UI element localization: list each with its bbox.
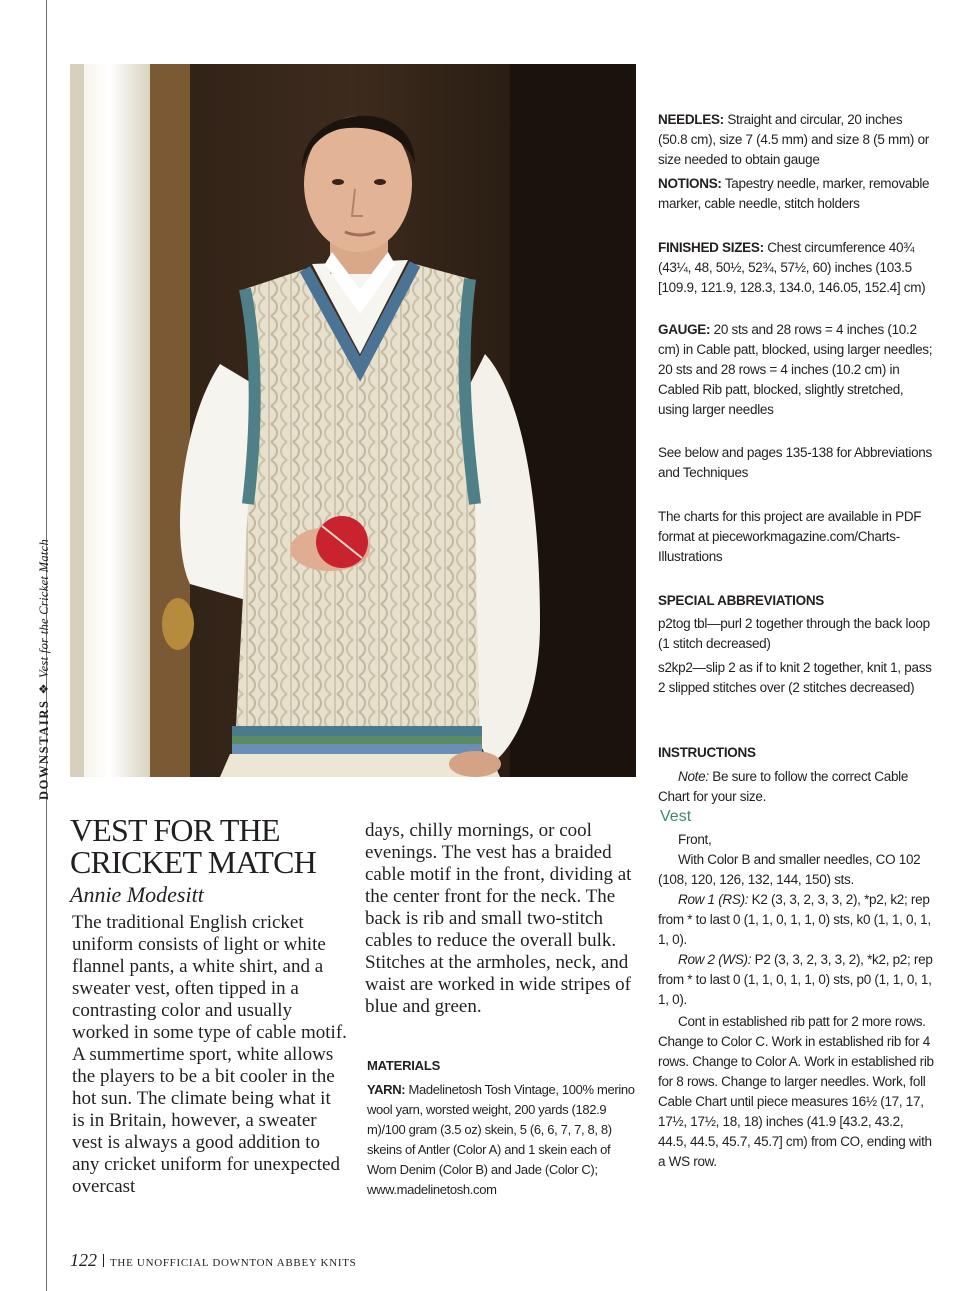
needles-text: Straight and circular, 20 inches (50.8 cm), size 7 (4.5 mm) and size 8 (5 mm) or size needed to obtain gauge (658, 112, 929, 167)
finished-sizes-text: Chest circumference 40¾ (43¼, 48, 50½, 52¾, 57½, 60) inches (103.5 [109.9, 121.9, 128.3, 134.0, 146.05, 152.4] cm) (658, 240, 926, 295)
running-head (36, 539, 52, 800)
charts-note: The charts for this project are available in PDF format at pieceworkmagazine.com/Charts-Illustrations (658, 509, 922, 564)
note-label: Note: (678, 769, 709, 784)
row-1-text: K2 (3, 3, 2, 3, 3, 2), *p2, k2; rep from * to last 0 (1, 1, 0, 1, 1, 0) sts, k0 (1, 1, 0, 1, 1, 0). (658, 892, 931, 947)
project-photo (70, 64, 636, 777)
row-2-label: Row 2 (WS): (678, 952, 752, 967)
article-intro: The traditional English cricket uniform consists of light or white flannel pants, a white shirt, and a sweater vest, often tipped in a contrasting color and usually worked in some type of cable motif. A summertime sport, white allows the players to be a bit cooler in the hot sun. The climate being what it is in Britain, however, a sweater vest is always a good addition to any cricket uniform for unexpected overcast (72, 912, 347, 1197)
notions-text: Tapestry needle, marker, removable marker, cable needle, stitch holders (658, 176, 930, 211)
needles-spec (658, 110, 934, 170)
running-head-project: Vest for the Cricket Match (37, 538, 51, 678)
photo-illustration-icon (70, 64, 636, 777)
row-2-text: P2 (3, 3, 2, 3, 3, 2), *k2, p2; rep from * to last 0 (1, 1, 0, 1, 1, 0) sts, p0 (1, 1, 0, 1, 1, 0). (658, 952, 933, 1007)
row-1-instruction (658, 890, 934, 950)
continue-instruction: Cont in established rib patt for 2 more rows. Change to Color C. Work in established rib for 4 rows. Change to Color A. Work in established rib for 8 rows. Change to larger needles. Work, foll Cable Chart until piece measures 16½ (17, 17, 17½, 17½, 18, 18) inches (41.9 [43.2, 43.2, 44.5, 44.5, 45.7, 45.7] cm) from CO, ending with a WS row. (658, 1014, 934, 1169)
article-title-line-2: CRICKET MATCH (70, 844, 316, 880)
note-text: Be sure to follow the correct Cable Chart for your size. (658, 769, 909, 804)
book-title: THE UNOFFICIAL DOWNTON ABBEY KNITS (110, 1257, 357, 1269)
notions-label: NOTIONS: (658, 176, 722, 191)
page-number: 122 (70, 1250, 97, 1270)
abbreviation-s2kp2: s2kp2—slip 2 as if to knit 2 together, knit 1, pass 2 slipped stitches over (2 stitches decreased) (658, 660, 932, 695)
yarn-text: Madelinetosh Tosh Vintage, 100% merino wool yarn, worsted weight, 200 yards (182.9 m)/100 gram (3.5 oz) skein, 5 (6, 6, 7, 7, 8, 8) skeins of Antler (Color A) and 1 skein each of Worn Denim (Color B) and Jade (Color C); www.madelinetosh.com (367, 1082, 635, 1197)
gauge-label: GAUGE: (658, 322, 711, 337)
finished-sizes-spec (658, 238, 934, 298)
instructions-heading: INSTRUCTIONS (658, 745, 756, 760)
yarn-spec (367, 1080, 642, 1200)
gauge-spec (658, 320, 934, 420)
notions-spec (658, 174, 934, 214)
running-head-section: DOWNSTAIRS (37, 699, 51, 800)
cast-on-instruction: With Color B and smaller needles, CO 102 (108, 120, 126, 132, 144, 150) sts. (658, 852, 921, 887)
gauge-text: 20 sts and 28 rows = 4 inches (10.2 cm) in Cable patt, blocked, using larger needles; 20 sts and 28 rows = 4 inches (10.2 cm) in Cabled Rib patt, blocked, slightly stretched, using larger needles (658, 322, 933, 417)
finished-sizes-label: FINISHED SIZES: (658, 240, 764, 255)
row-2-instruction (658, 950, 934, 1010)
special-abbreviations-heading: SPECIAL ABBREVIATIONS (658, 593, 824, 608)
article-author: Annie Modesitt (70, 882, 204, 907)
row-1-label: Row 1 (RS): (678, 892, 749, 907)
materials-heading: MATERIALS (367, 1058, 441, 1073)
vest-heading: Vest (660, 808, 692, 825)
size-note (658, 767, 934, 807)
needles-label: NEEDLES: (658, 112, 724, 127)
article-title (70, 814, 350, 878)
yarn-label: YARN: (367, 1082, 406, 1097)
front-heading: Front, (678, 832, 712, 847)
running-head-separator: ❖ (37, 682, 51, 695)
see-below-note: See below and pages 135-138 for Abbreviations and Techniques (658, 445, 932, 480)
abbreviation-p2tog: p2tog tbl—purl 2 together through the back loop (1 stitch decreased) (658, 616, 930, 651)
page-footer (70, 1250, 356, 1271)
footer-divider (103, 1254, 104, 1267)
article-intro-continued: days, chilly mornings, or cool evenings. The vest has a braided cable motif in the front, dividing at the center front for the neck. The back is rib and small two-stitch cables to reduce the overall bulk. Stitches at the armholes, neck, and waist are worked in wide stripes of blue and green. (365, 820, 632, 1017)
article-title-line-1: VEST FOR THE (70, 812, 280, 848)
